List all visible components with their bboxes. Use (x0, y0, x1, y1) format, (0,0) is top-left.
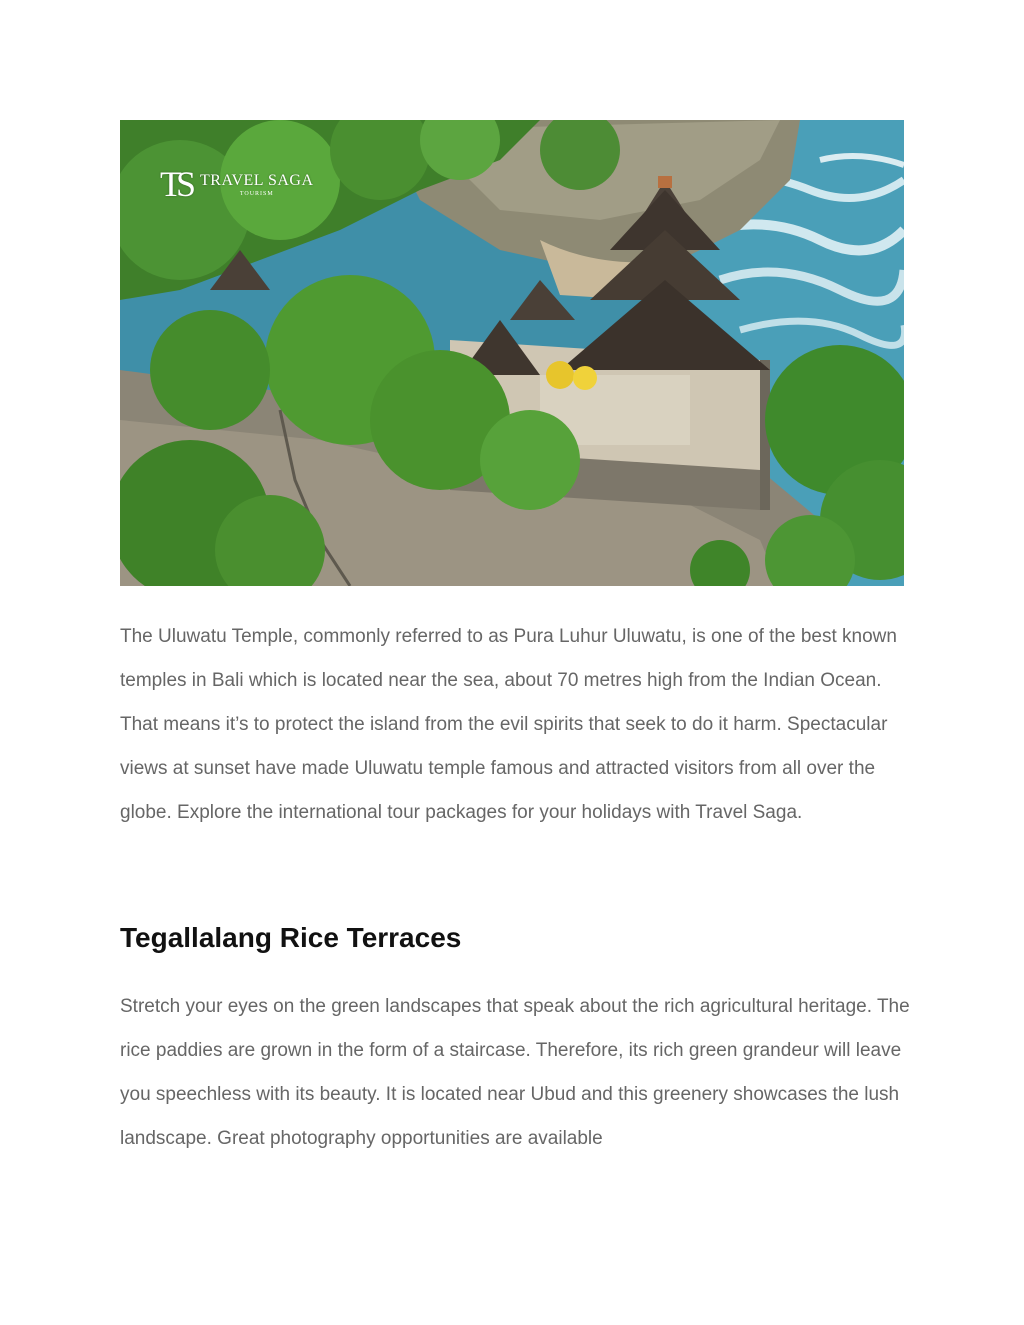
logo-subtitle: TOURISM (239, 190, 274, 197)
uluwatu-temple-photo (120, 120, 904, 586)
uluwatu-paragraph: The Uluwatu Temple, commonly referred to as Pura Luhur Uluwatu, is one of the best known temples in Bali which is located near the sea, about 70 metres high from the Indian Ocean. That means it’s to protect the island from the evil spirits that seek to do it harm. Spectacular views at sunset have made Uluwatu temple famous and attracted visitors from all over the globe. Explore the international tour packages for your holidays with Travel Saga. (120, 626, 897, 823)
travel-saga-logo (160, 166, 314, 202)
section-heading: Tegallalang Rice Terraces (120, 922, 462, 953)
logo-name: TRAVEL SAGA (200, 171, 314, 189)
logo-monogram: TS (160, 164, 191, 204)
tegallalang-paragraph: Stretch your eyes on the green landscapes that speak about the rich agricultural heritage. The rice paddies are grown in the form of a staircase. Therefore, its rich green grandeur will leave you speechless with its beauty. It is located near Ubud and this greenery showcases the lush landscape. Great photography opportunities are available (120, 996, 910, 1149)
